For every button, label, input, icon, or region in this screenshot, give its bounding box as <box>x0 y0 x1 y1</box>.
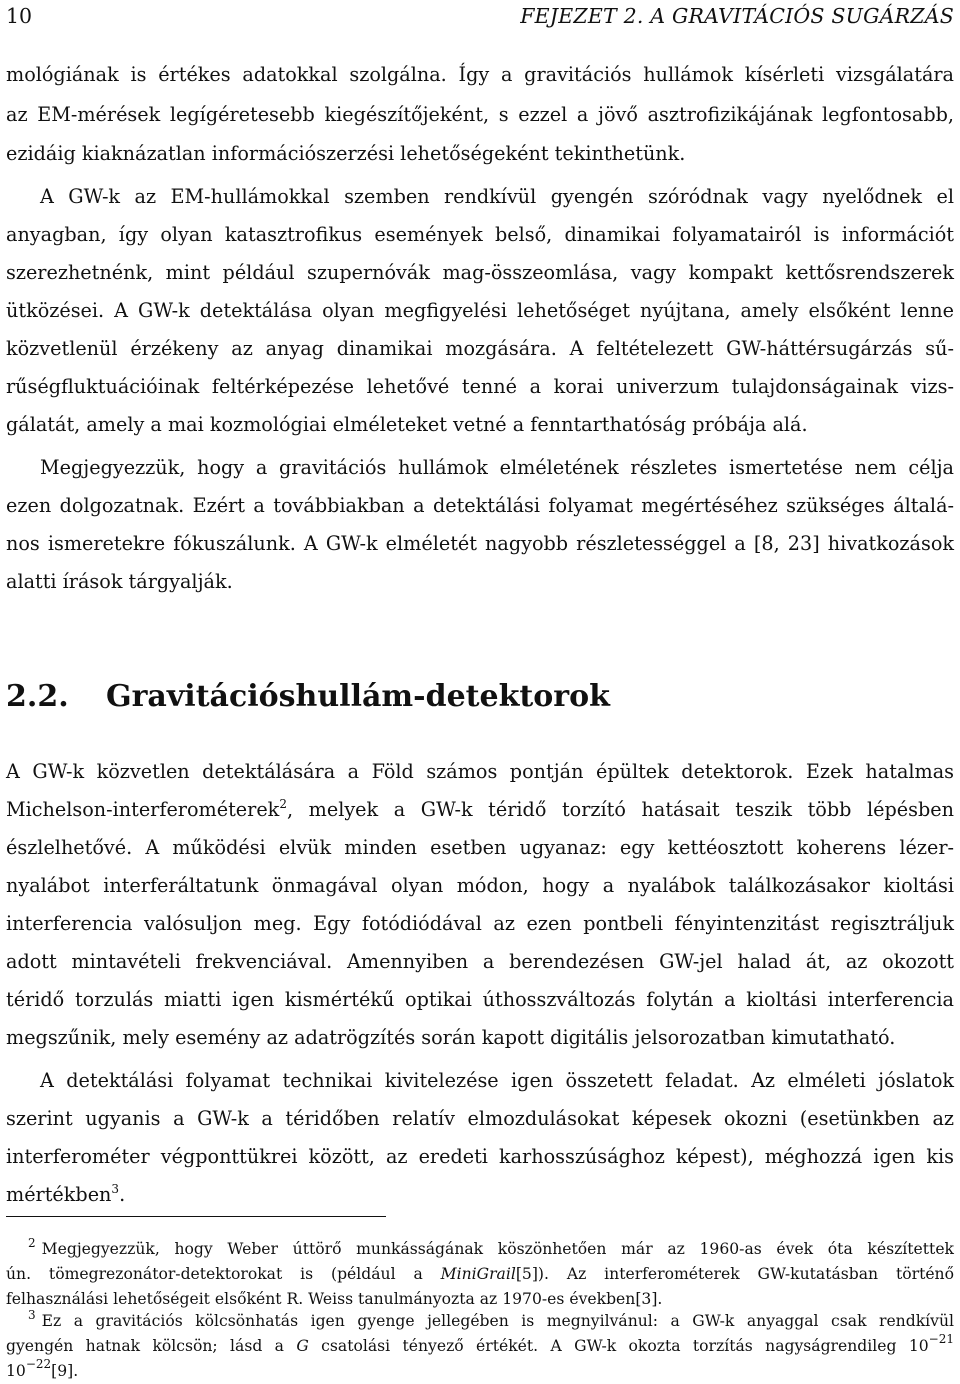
footnote-2-line-2 <box>6 1262 954 1286</box>
footnote-3-line-1: 3 Ez a gravitációs kölcsönhatás igen gyenge jellegében is megnyilvánul: a GW-k anyaggal csak rendkívül <box>28 1308 954 1330</box>
paragraph-3-line-2: ezen dolgozatnak. Ezért a továbbiakban a detektálási folyamat megértéséhez szükséges általá- <box>6 494 954 517</box>
paragraph-1-line-1: mológiának is értékes adatokkal szolgálna. Így a gravitációs hullámok kísérleti vizsgálatára <box>6 63 954 86</box>
footnote-3-line-3 <box>6 1359 954 1383</box>
paragraph-2-line-5: közvetlenül érzékeny az anyag dinamikai mozgására. A feltételezett GW-háttérsugárzás sű- <box>6 337 954 360</box>
section-paragraph-2-line-1: A detektálási folyamat technikai kivitelezése igen összetett feladat. Az elméleti jóslatok <box>40 1069 954 1092</box>
footnote-ref-3[interactable]: 3 <box>111 1182 120 1196</box>
paragraph-2-line-6: rűségfluktuációinak feltérképezése lehetővé tenné a korai univerzum tulajdonságainak vizs- <box>6 375 954 398</box>
paragraph-2-line-4: ütközései. A GW-k detektálása olyan megfigyelési lehetőséget nyújtana, amely elsőként lenne <box>6 299 954 322</box>
footnote-text: ún. tömegrezonátor-detektorokat is (például a <box>6 1265 441 1283</box>
line-text: Michelson-interferométerek <box>6 798 280 821</box>
footnote-text: [5]). Az interferométerek GW-kutatásban történő <box>515 1265 954 1283</box>
footnote-3-line-2 <box>6 1334 954 1358</box>
footnote-2-line-3: felhasználási lehetőségeit elsőként R. Weiss tanulmányozta az 1970-es években[3]. <box>6 1290 663 1308</box>
paragraph-1-line-2: az EM-mérések legígéretesebb kiegészítőjeként, s ezzel a jövő asztrofizikájának legfontosabb, <box>6 103 954 126</box>
section-paragraph-1-line-1: A GW-k közvetlen detektálására a Föld számos pontján épültek detektorok. Ezek hatalmas <box>6 760 954 783</box>
paragraph-2-line-2: anyagban, így olyan katasztrofikus események belső, dinamikai folyamatairól is információt <box>6 223 954 246</box>
exponent: −22 <box>25 1357 52 1371</box>
section-paragraph-1-line-6: adott mintavételi frekvenciával. Amennyiben a berendezésen GW-jel halad át, az okozott <box>6 950 954 973</box>
footnote-text: 10 <box>6 1362 26 1380</box>
running-head <box>6 2 954 30</box>
section-paragraph-1-line-2 <box>6 793 954 827</box>
period: . <box>119 1183 126 1206</box>
paragraph-2-line-7: gálatát, amely a mai kozmológiai elméleteket vetné a fenntarthatóság próbája alá. <box>6 413 808 436</box>
minigrail-name: MiniGrail <box>440 1265 516 1283</box>
section-paragraph-2-line-2: szerint ugyanis a GW-k a téridőben relatív elmozdulásokat képesek okozni (esetünkben az <box>6 1107 954 1130</box>
paragraph-3-line-4: alatti írások tárgyalják. <box>6 570 233 593</box>
footnote-text: Megjegyezzük, hogy Weber úttörő munkásságának köszönhetően már az 1960-as évek óta készítettek <box>41 1240 954 1258</box>
chapter-title: FEJEZET 2. A GRAVITÁCIÓS SUGÁRZÁS <box>520 4 954 28</box>
paragraph-3-line-1: Megjegyezzük, hogy a gravitációs hullámok elméletének részletes ismertetése nem célja <box>40 456 954 479</box>
exponent: −21 <box>928 1332 954 1346</box>
section-paragraph-2-line-4 <box>6 1178 954 1212</box>
section-paragraph-1-line-7: téridő torzulás miatti igen kismértékű optikai úthosszváltozás folytán a kioltási interferencia <box>6 988 954 1011</box>
page <box>6 0 954 1384</box>
coupling-symbol: G <box>296 1337 309 1355</box>
line-text: mértékben <box>6 1183 112 1206</box>
citation: [9]. <box>51 1362 79 1380</box>
footnote-text: Ez a gravitációs kölcsönhatás igen gyenge jellegében is megnyilvánul: a GW-k anyaggal csak rendkívül <box>41 1312 954 1330</box>
section-paragraph-1-line-5: interferencia valósuljon meg. Egy fotódiódával az ezen pontbeli fényintenzitást regisztráljuk <box>6 912 954 935</box>
section-heading <box>6 672 610 722</box>
paragraph-2-line-3: szerezhetnénk, mint például szupernóvák mag-összeomlása, vagy kompakt kettősrendszerek <box>6 261 954 284</box>
page-number: 10 <box>6 4 33 28</box>
section-number: 2.2. <box>6 679 69 714</box>
section-paragraph-1-line-3: észlelhetővé. A működési elvük minden esetben ugyanaz: egy kettéosztott koherens lézer- <box>6 836 954 859</box>
section-paragraph-1-line-8: megszűnik, mely esemény az adatrögzítés során kapott digitális jelsorozatban kimutatható. <box>6 1026 896 1049</box>
section-paragraph-1-line-4: nyalábot interferáltatunk önmagával olyan módon, hogy a nyalábok találkozásakor kioltási <box>6 874 954 897</box>
paragraph-3-line-3: nos ismeretekre fókuszálunk. A GW-k elméletét nagyobb részletességgel a [8, 23] hivatkozások <box>6 532 954 555</box>
line-text: , melyek a GW-k téridő torzító hatásait teszik több lépésben <box>286 798 954 821</box>
section-paragraph-2-line-3: interferométer végponttükrei között, az eredeti karhosszúsághoz képest), méghozzá igen kis <box>6 1145 954 1168</box>
footnote-ref-2[interactable]: 2 <box>279 797 287 811</box>
section-title: Gravitációshullám-detektorok <box>106 679 610 714</box>
paragraph-1-line-3: ezidáig kiaknázatlan információszerzési lehetőségeként tekinthetünk. <box>6 142 686 165</box>
paragraph-2-line-1: A GW-k az EM-hullámokkal szemben rendkívül gyengén szóródnak vagy nyelődnek el <box>40 185 954 208</box>
footnote-2-line-1: 2 Megjegyezzük, hogy Weber úttörő munkásságának köszönhetően már az 1960-as évek óta készítettek <box>28 1236 954 1258</box>
footnote-rule <box>6 1216 386 1217</box>
footnote-text: gyengén hatnak kölcsön; lásd a <box>6 1337 297 1355</box>
footnote-text: csatolási tényező értékét. A GW-k okozta torzítás nagyságrendileg 10 <box>308 1337 929 1355</box>
